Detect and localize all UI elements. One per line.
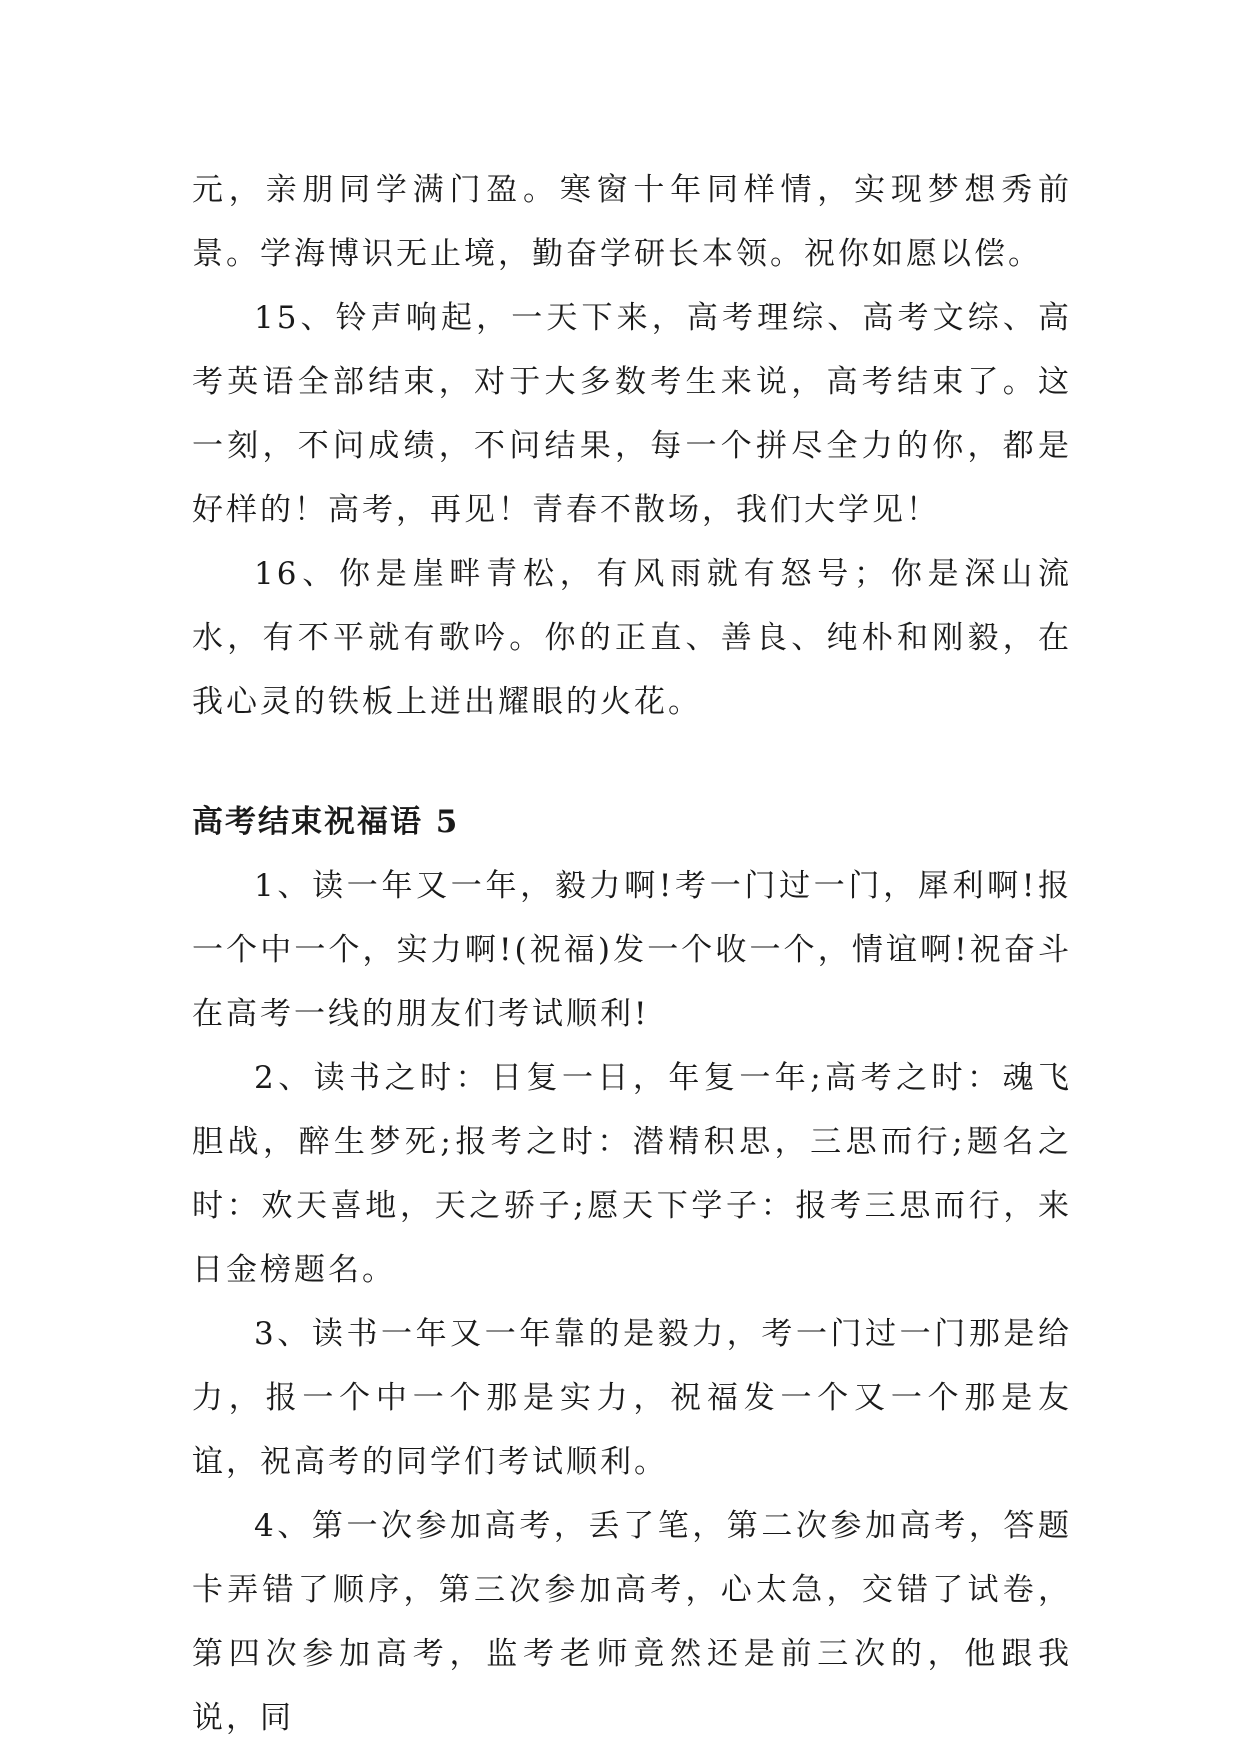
section-gap [192,734,1072,790]
paragraph-item-3: 3、读书一年又一年靠的是毅力，考一门过一门那是给力，报一个中一个那是实力，祝福发一个又一个那是友谊，祝高考的同学们考试顺利。 [192,1316,1072,1480]
section-title: 高考结束祝福语 5 [192,804,460,840]
paragraph-item-2: 2、读书之时：日复一日，年复一年;高考之时：魂飞胆战，醉生梦死;报考之时：潜精积思，三思而行;题名之时：欢天喜地，天之骄子;愿天下学子：报考三思而行，来日金榜题名。 [192,1060,1072,1288]
paragraph-item-16: 16、你是崖畔青松，有风雨就有怒号；你是深山流水，有不平就有歌吟。你的正直、善良、纯朴和刚毅，在我心灵的铁板上迸出耀眼的火花。 [192,556,1072,720]
paragraph-item-4: 4、第一次参加高考，丢了笔，第二次参加高考，答题卡弄错了顺序，第三次参加高考，心太急，交错了试卷，第四次参加高考，监考老师竟然还是前三次的，他跟我说，同 [192,1508,1072,1736]
paragraph-item-1: 1、读一年又一年，毅力啊!考一门过一门，犀利啊!报一个中一个，实力啊!(祝福)发一个收一个，情谊啊!祝奋斗在高考一线的朋友们考试顺利! [192,868,1072,1032]
paragraph-continuation: 元，亲朋同学满门盈。寒窗十年同样情，实现梦想秀前景。学海博识无止境，勤奋学研长本领。祝你如愿以偿。 [192,172,1072,272]
paragraph-item-15: 15、铃声响起，一天下来，高考理综、高考文综、高考英语全部结束，对于大多数考生来说，高考结束了。这一刻，不问成绩，不问结果，每一个拼尽全力的你，都是好样的！高考，再见！青春不散场，我们大学见！ [192,300,1072,528]
document-body [192,158,1072,1750]
